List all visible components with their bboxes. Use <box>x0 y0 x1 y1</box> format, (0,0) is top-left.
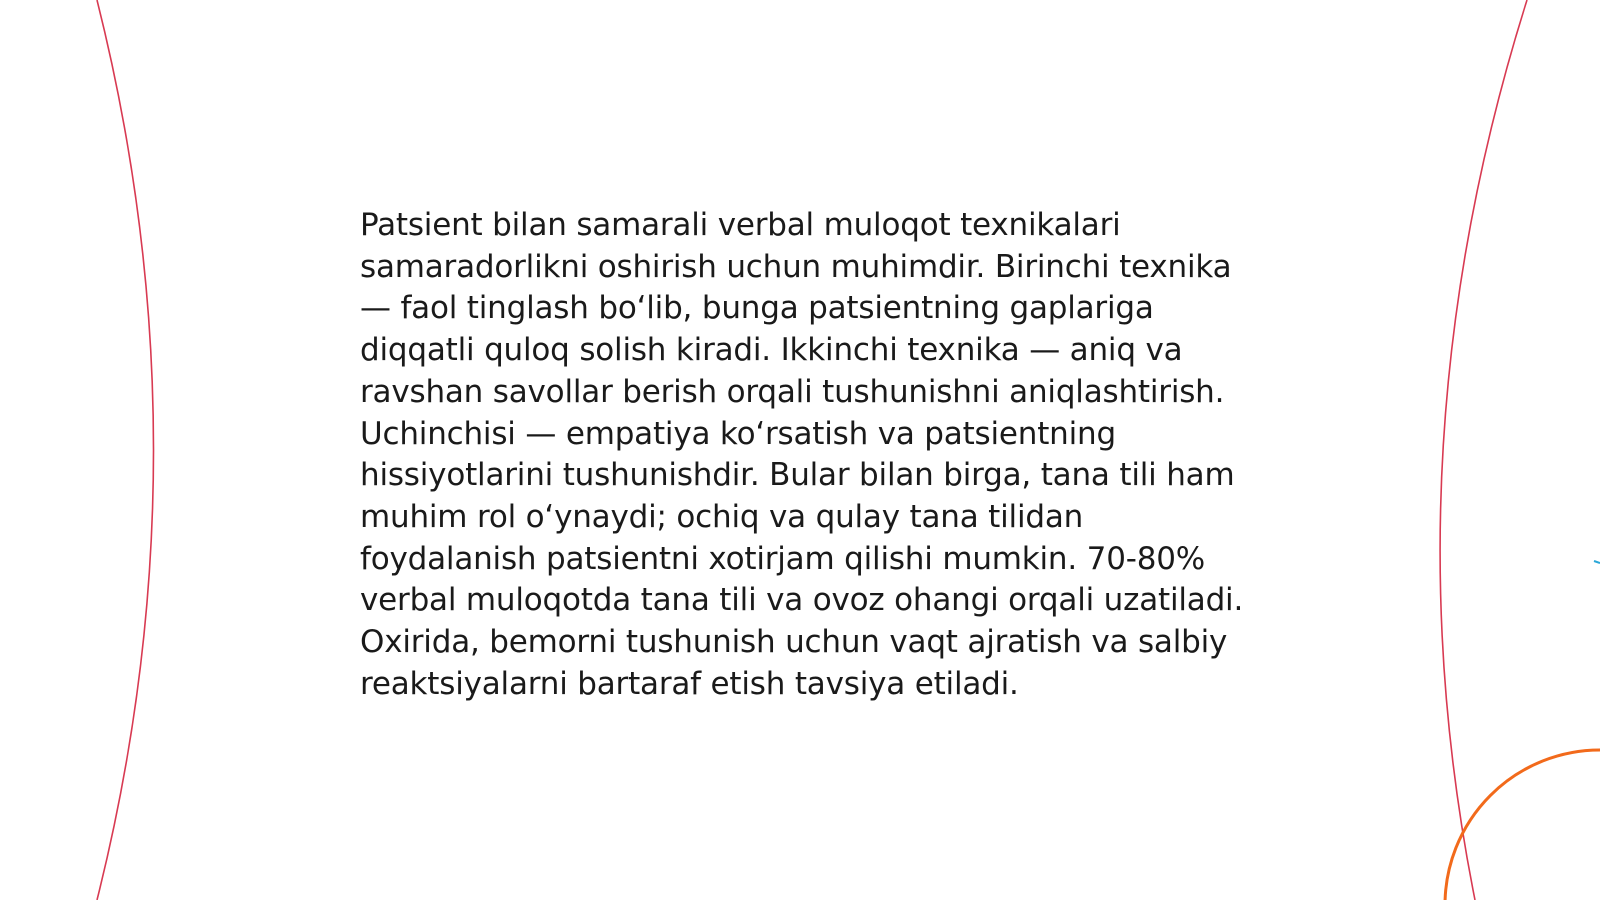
body-text: Patsient bilan samarali verbal muloqot texnikalari samaradorlikni oshirish uchun muhimdir. Birinchi texnika — faol tinglash bo‘lib, bunga patsientning gaplariga diqqatli quloq solish kiradi. Ikkinchi texnika — aniq va ravshan savollar berish orqali tushunishni aniqlashtirish. Uchinchisi — empatiya ko‘rsatish va patsientning hissiyotlarini tushunishdir. Bular bilan birga, tana tili ham muhim rol o‘ynaydi; ochiq va qulay tana tilidan foydalanish patsientni xotirjam qilishi mumkin. 70-80% verbal muloqotda tana tili va ovoz ohangi orqali uzatiladi. Oxirida, bemorni tushunish uchun vaqt ajratish va salbiy reaktsiyalarni bartaraf etish tavsiya etiladi. <box>360 207 1244 702</box>
right-red-arc <box>1440 0 1527 900</box>
blue-accent-mark <box>1594 561 1600 563</box>
left-red-arc <box>97 0 154 900</box>
orange-circle-arc <box>1445 750 1600 900</box>
